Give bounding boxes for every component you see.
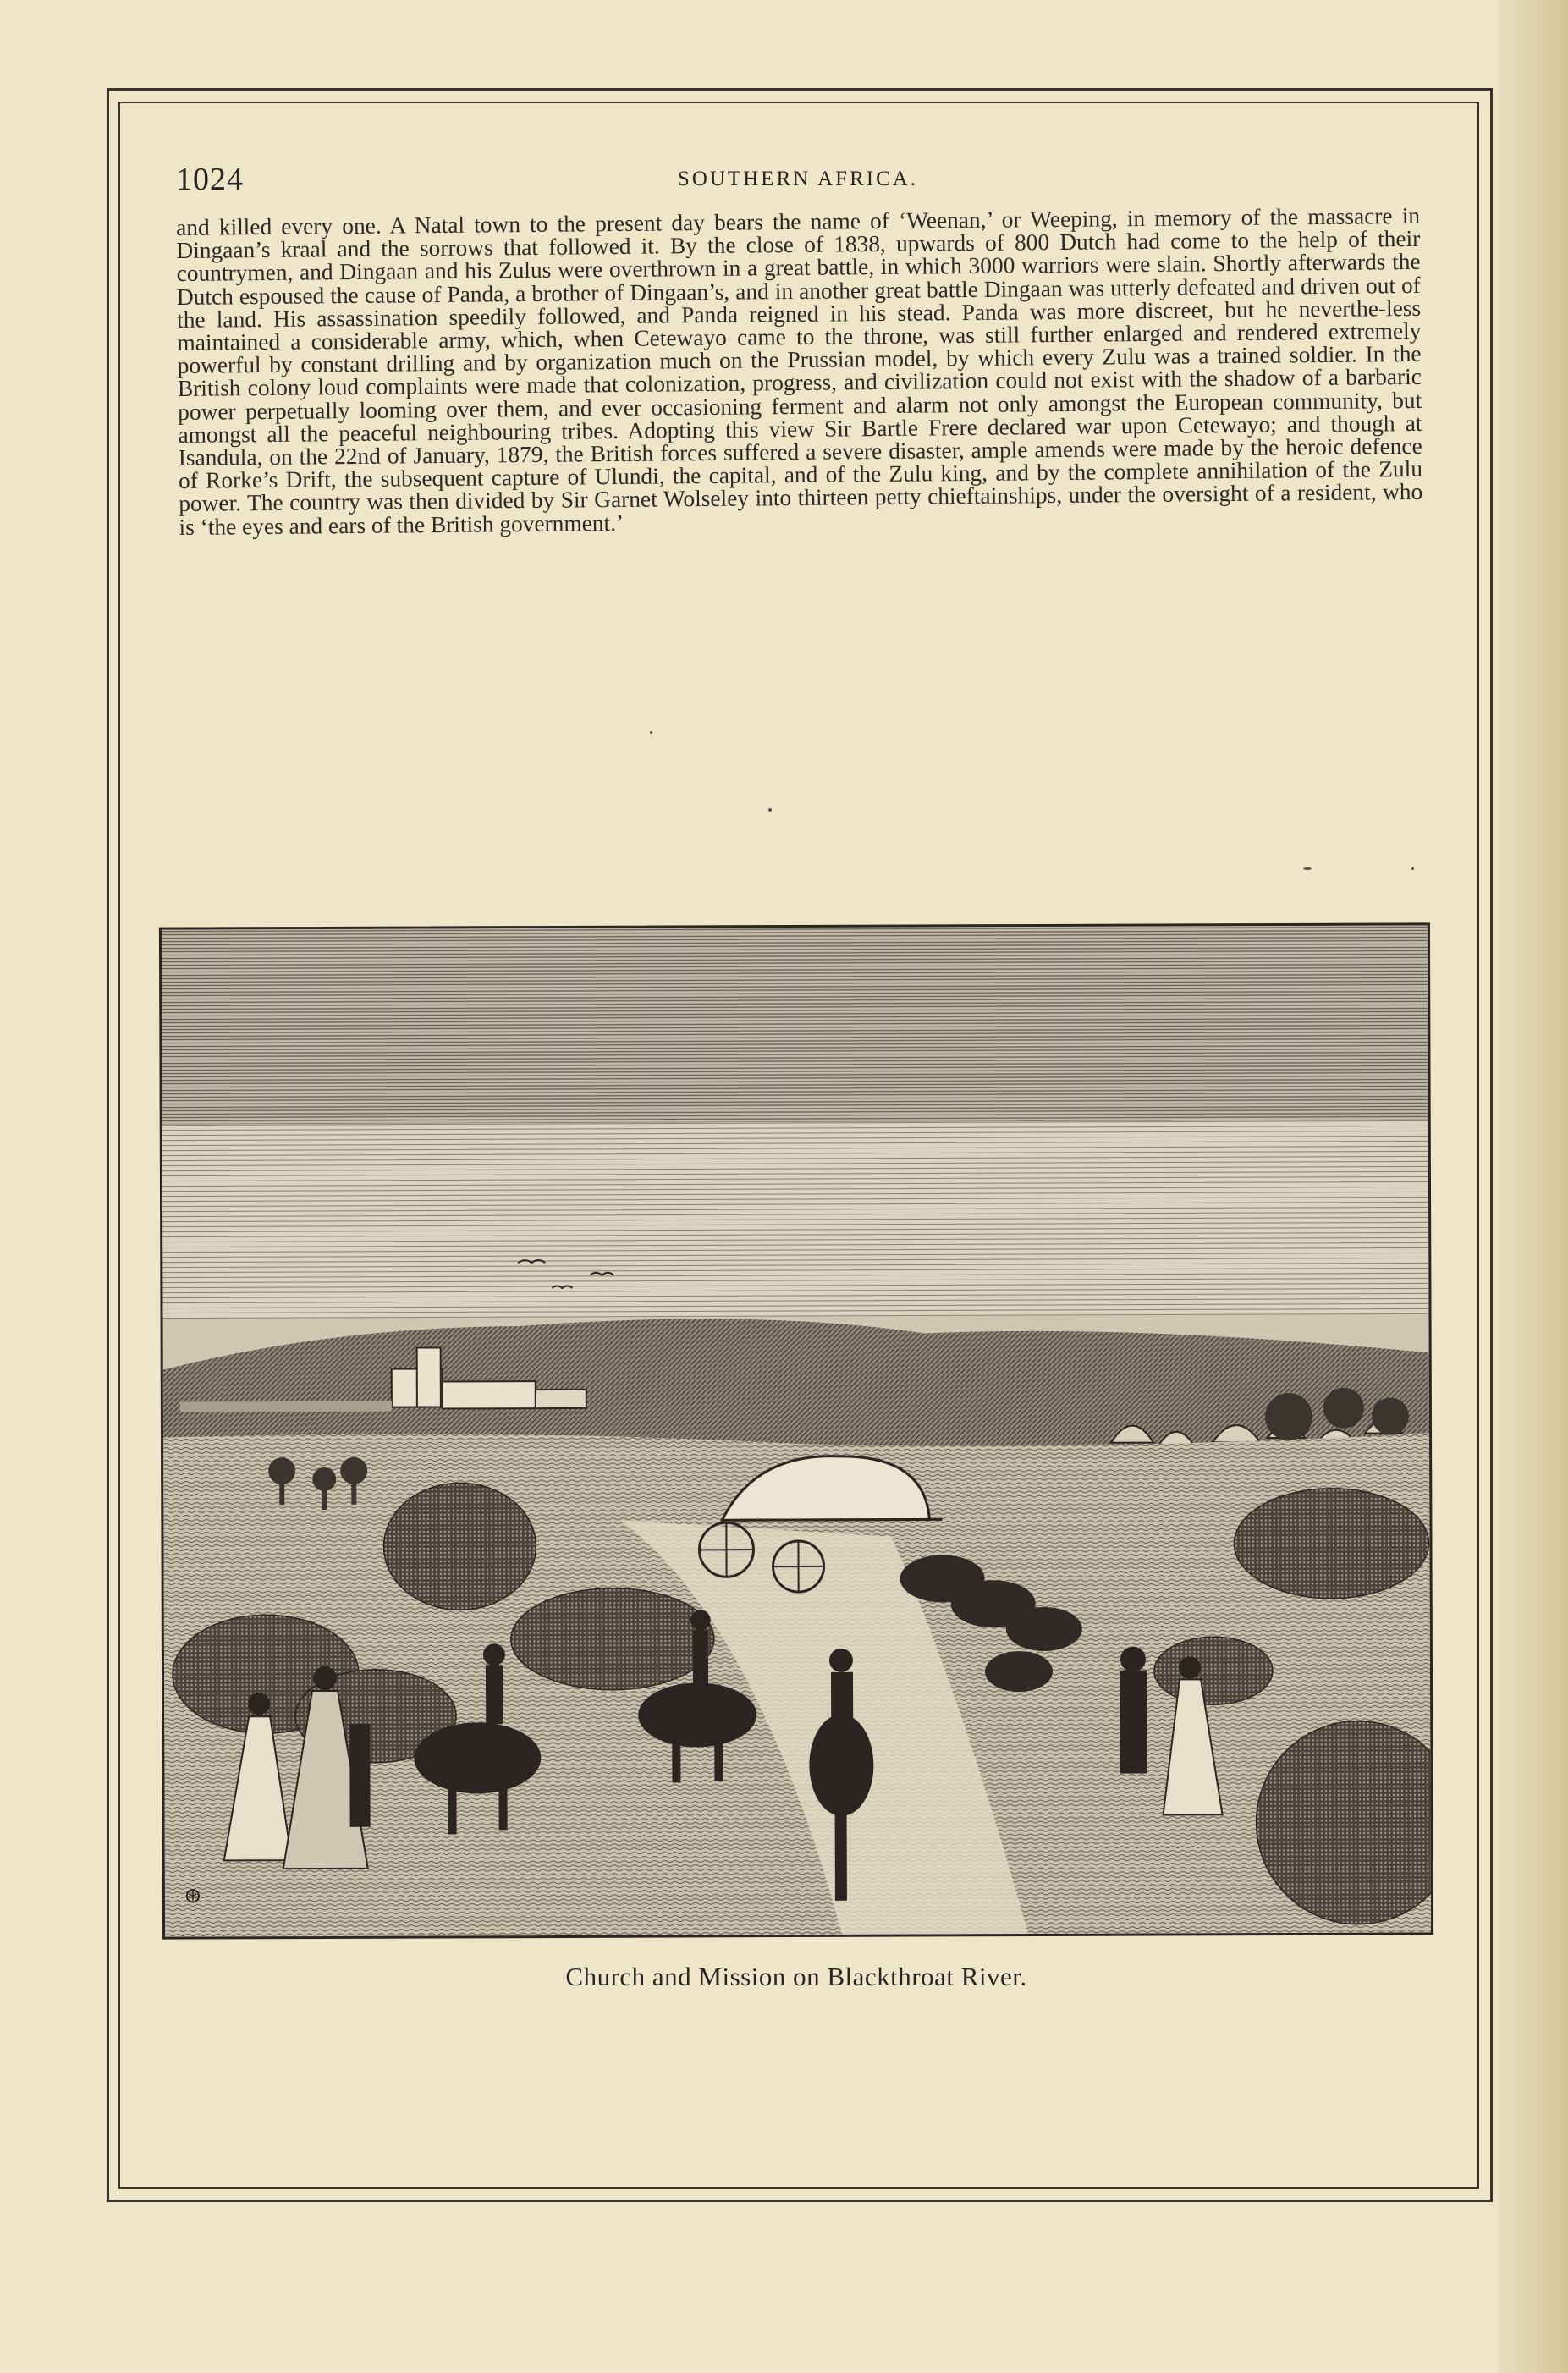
figure-caption: Church and Mission on Blackthroat River. xyxy=(565,1962,1027,1991)
running-head: SOUTHERN AFRICA. xyxy=(677,168,919,190)
page-number: 1024 xyxy=(176,162,244,197)
engraving-illustration xyxy=(159,922,1433,1939)
engraving-artwork xyxy=(162,925,1431,1936)
page-header xyxy=(176,161,1420,203)
svg-text:⊛: ⊛ xyxy=(183,1883,202,1909)
body-paragraph: and killed every one. A Natal town to the present day bears the name of ‘Weenan,’ or Weeping, in memory of the massacre in Dingaan’s kraal and the sorrows that followed it. By the close of 1838, upwards of 800 Dutch had come to the help of their countrymen, and Dingaan and his Zulus were overthrown in a great battle, in which 3000 warriors were slain. Shortly afterwards the Dutch espoused the cause of Panda, a brother of Dingaan’s, and in another great battle Dingaan was utterly defeated and driven out of the land. His assassination speedily followed, and Panda reigned in his stead. Panda was more discreet, but he neverthe-less maintained a considerable army, which, when Cetewayo came to the throne, was still further enlarged and rendered extremely powerful by constant drilling and by organization much on the Prussian model, by which every Zulu was a trained soldier. In the British colony loud complaints were made that colonization, progress, and civilization could not exist with the shadow of a barbaric power perpetually looming over them, and ever occasioning ferment and alarm not only amongst the European community, but amongst all the peaceful neighbouring tribes. Adopting this view Sir Bartle Frere declared war upon Cetewayo; and though at Isandula, on the 22nd of January, 1879, the British forces suffered a severe disaster, ample amends were made by the heroic defence of Rorke’s Drift, the subsequent capture of Ulundi, the capital, and of the Zulu king, and by the complete annihilation of the Zulu power. The country was then divided by Sir Garnet Wolseley into thirteen petty chieftainships, under the oversight of a resident, who is ‘the eyes and ears of the British government.’ xyxy=(175,202,1423,540)
page-edge xyxy=(1498,0,1568,2373)
